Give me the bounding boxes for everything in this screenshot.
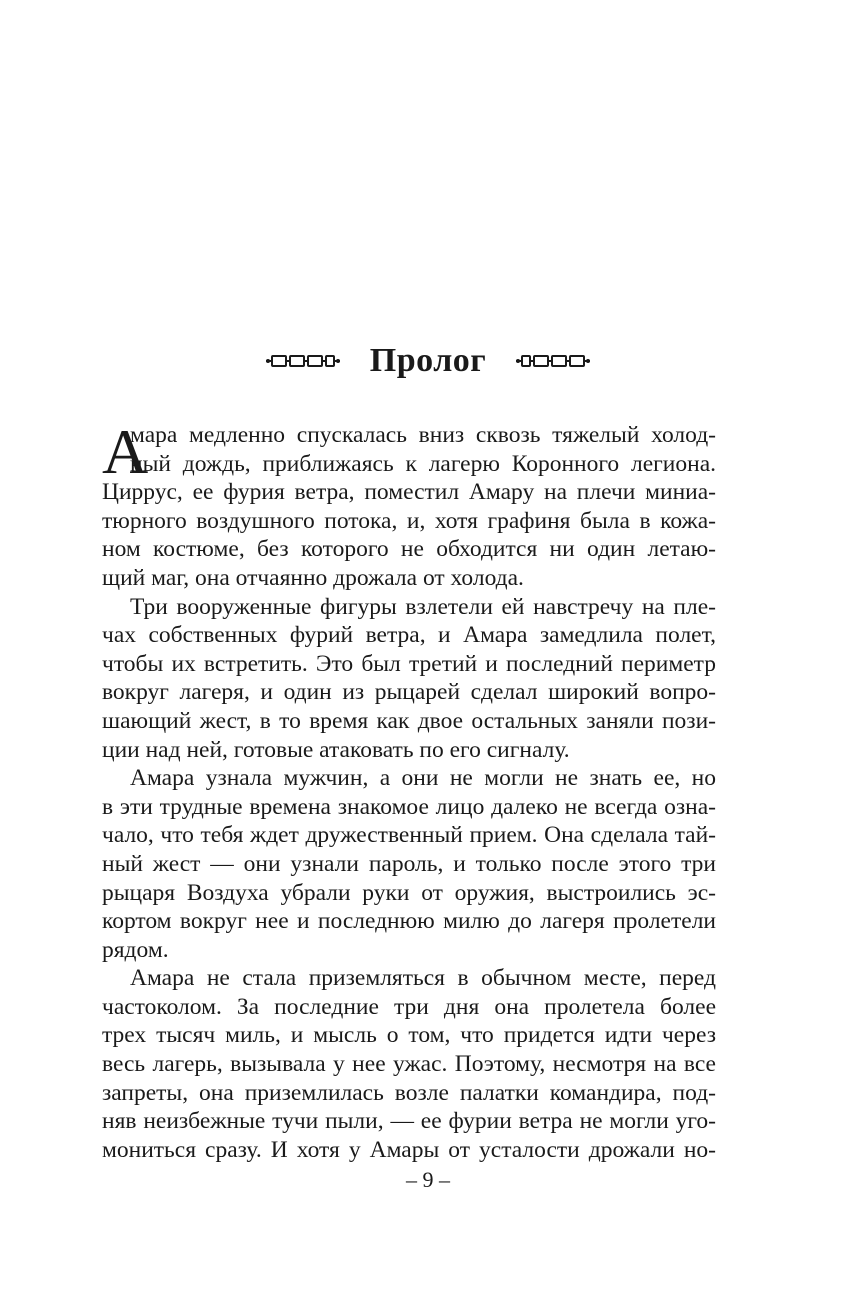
- text-line: мониться сразу. И хотя у Амары от усталости дрожали но-: [102, 1136, 716, 1163]
- text-line: ный жест — они узнали пароль, и только после этого три: [102, 850, 716, 877]
- text-line: рыцаря Воздуха убрали руки от оружия, выстроились эс-: [102, 879, 716, 906]
- text-line: кортом вокруг нее и последнюю милю до лагеря пролетели: [102, 908, 716, 935]
- text-line: мара медленно спускалась вниз сквозь тяжелый холод-: [130, 422, 716, 448]
- chapter-heading: [0, 336, 856, 386]
- ornament-icon: [266, 354, 340, 368]
- text-line: щий маг, она отчаянно дрожала от холода.: [102, 564, 524, 591]
- text-line: ном костюме, без которого не обходится ни один летаю-: [102, 536, 716, 563]
- text-line: весь лагерь, вызывала у нее ужас. Поэтому, несмотря на все: [102, 1051, 716, 1078]
- paragraph: [102, 964, 716, 1164]
- text-line: в эти трудные времена знакомое лицо далеко не всегда озна-: [102, 793, 716, 820]
- text-line: запреты, она приземлилась возле палатки командира, под-: [102, 1079, 716, 1106]
- text-line: чтобы их встретить. Это был третий и последний периметр: [102, 650, 716, 677]
- text-line: чах собственных фурий ветра, и Амара замедлила полет,: [102, 622, 716, 649]
- text-line: вокруг лагеря, и один из рыцарей сделал широкий вопро-: [102, 679, 716, 706]
- text-line: частоколом. За последние три дня она пролетела более: [102, 993, 716, 1020]
- ornament-icon: [516, 354, 590, 368]
- text-line: ции над ней, готовые атаковать по его сигналу.: [102, 736, 570, 763]
- text-line: Амара не стала приземляться в обычном месте, перед: [130, 965, 716, 992]
- text-line: Амара узнала мужчин, а они не могли не знать ее, но: [130, 765, 716, 792]
- text-line: рядом.: [102, 936, 169, 963]
- chapter-body: [102, 416, 716, 1164]
- paragraph: [102, 593, 716, 765]
- page-number: – 9 –: [406, 1167, 450, 1192]
- chapter-title: Пролог: [369, 342, 487, 379]
- text-line: чало, что тебя ждет дружественный прием. Она сделала тай-: [102, 822, 716, 849]
- text-line: Три вооруженные фигуры взлетели ей навстречу на пле-: [130, 593, 716, 620]
- text-line: шающий жест, в то время как двое остальных заняли пози-: [102, 707, 716, 734]
- text-line: тюрного воздушного потока, и, хотя графиня была в кожа-: [102, 507, 716, 534]
- text-line: Циррус, ее фурия ветра, поместил Амару на плечи миниа-: [102, 479, 716, 506]
- drop-cap: А: [102, 416, 149, 487]
- text-line: трех тысяч миль, и мысль о том, что придется идти через: [102, 1022, 716, 1049]
- text-line: няв неизбежные тучи пыли, — ее фурии ветра не могли уго-: [102, 1108, 716, 1135]
- paragraph: [102, 416, 716, 593]
- paragraph: [102, 764, 716, 964]
- text-line: ный дождь, приближаясь к лагерю Коронного легиона.: [130, 450, 716, 477]
